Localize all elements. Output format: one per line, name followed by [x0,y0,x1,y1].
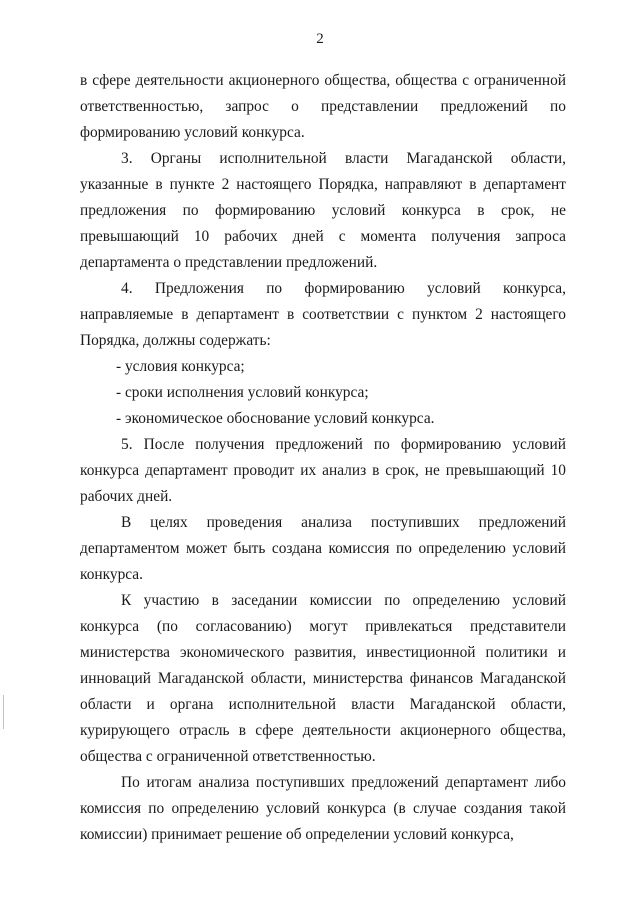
scan-edge-mark [3,695,4,729]
paragraph-commission-creation: В целях проведения анализа поступивших предложений департаментом может быть создана комиссия по определению условий конкурса. [80,514,566,583]
list-item: - сроки исполнения условий конкурса; [116,384,369,401]
paragraph-item-4: 4. Предложения по формированию условий конкурса, направляемые в департамент в соответствии с пунктом 2 настоящего Порядка, должны содержать: [80,280,566,349]
paragraph-commission-participants: К участию в заседании комиссии по определению условий конкурса (по согласованию) могут привлекаться представители министерства экономического развития, инвестиционной политики и инноваций Магаданской области, министерства финансов Магаданской области и органа исполнительной власти Магаданской области, курирующего отрасль в сфере деятельности акционерного общества, общества с ограниченной ответственностью. [80,592,566,765]
document-body [80,68,566,848]
paragraph-analysis-results: По итогам анализа поступивших предложений департамент либо комиссия по определению условий конкурса (в случае создания такой комиссии) принимает решение об определении условий конкурса, [80,774,566,843]
list-item: - условия конкурса; [116,358,245,375]
paragraph-item-3: 3. Органы исполнительной власти Магаданской области, указанные в пункте 2 настоящего Порядка, направляют в департамент предложения по формированию условий конкурса в срок, не превышающий 10 рабочих дней с момента получения запроса департамента о представлении предложений. [80,150,566,271]
paragraph-continuation: в сфере деятельности акционерного общества, общества с ограниченной ответственностью, запрос о представлении предложений по формированию условий конкурса. [80,72,566,141]
page-number: 2 [316,31,324,47]
paragraph-item-5: 5. После получения предложений по формированию условий конкурса департамент проводит их анализ в срок, не превышающий 10 рабочих дней. [80,436,566,505]
list-item: - экономическое обоснование условий конкурса. [116,410,435,427]
